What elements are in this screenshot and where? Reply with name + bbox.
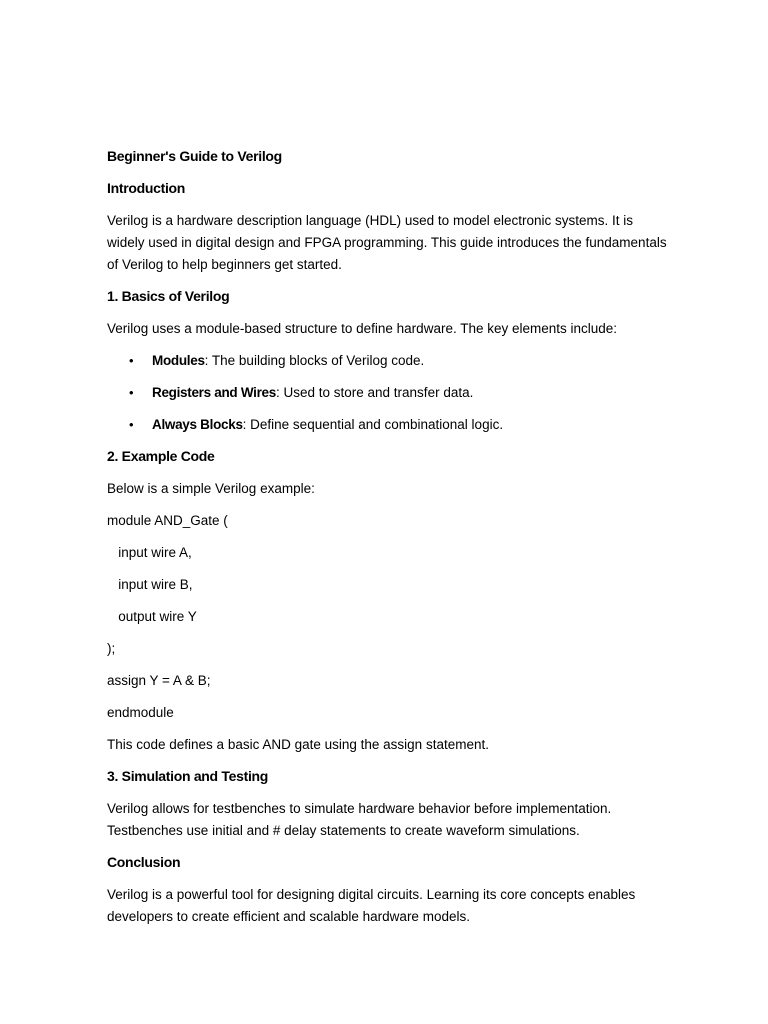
basics-list <box>107 350 667 436</box>
document-title: Beginner's Guide to Verilog <box>107 148 282 164</box>
list-item-description: : The building blocks of Verilog code. <box>204 353 425 368</box>
list-item <box>107 382 667 404</box>
bullet-icon: • <box>129 353 134 368</box>
code-line: input wire A, <box>107 545 192 560</box>
bullet-icon: • <box>129 417 134 432</box>
example-explanation: This code defines a basic AND gate using the assign statement. <box>107 737 489 752</box>
basics-paragraph: Verilog uses a module-based structure to define hardware. The key elements include: <box>107 321 618 336</box>
code-line: input wire B, <box>107 577 193 592</box>
code-line: endmodule <box>107 705 174 720</box>
list-item-description: : Used to store and transfer data. <box>275 385 474 400</box>
introduction-paragraph: Verilog is a hardware description language (HDL) used to model electronic systems. It is widely used in digital design and FPGA programming. This guide introduces the fundamentals of Verilog to help beginners get started. <box>107 213 667 272</box>
conclusion-paragraph: Verilog is a powerful tool for designing digital circuits. Learning its core concepts enables developers to create efficient and scalable hardware models. <box>107 887 636 924</box>
example-paragraph: Below is a simple Verilog example: <box>107 481 315 496</box>
simulation-heading: 3. Simulation and Testing <box>107 768 269 784</box>
basics-heading: 1. Basics of Verilog <box>107 288 230 304</box>
code-line: module AND_Gate ( <box>107 513 228 528</box>
introduction-heading: Introduction <box>107 180 186 196</box>
code-line: output wire Y <box>107 609 197 624</box>
example-heading: 2. Example Code <box>107 448 215 464</box>
bullet-icon: • <box>129 385 134 400</box>
simulation-paragraph: Verilog allows for testbenches to simulate hardware behavior before implementation. Testbenches use initial and # delay statements to create waveform simulations. <box>107 801 612 838</box>
conclusion-heading: Conclusion <box>107 854 181 870</box>
list-item-term: Always Blocks <box>152 417 243 432</box>
list-item-term: Registers and Wires <box>152 385 276 400</box>
list-item-term: Modules <box>152 353 205 368</box>
document-page <box>107 146 667 938</box>
list-item <box>107 350 667 372</box>
code-line: assign Y = A & B; <box>107 673 211 688</box>
list-item <box>107 414 667 436</box>
code-line: ); <box>107 641 116 656</box>
list-item-description: : Define sequential and combinational logic. <box>242 417 504 432</box>
